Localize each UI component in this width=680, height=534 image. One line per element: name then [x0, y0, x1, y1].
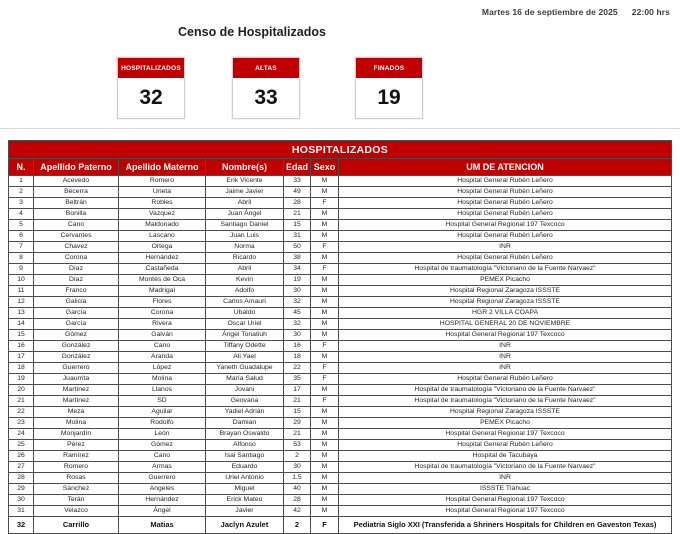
apellido-paterno: Martínez [34, 396, 119, 407]
apellido-paterno: Galicia [34, 297, 119, 308]
nombres: Tiffany Odette [206, 341, 284, 352]
um-de-atencion: INR [339, 473, 672, 484]
apellido-paterno: Gómez [34, 330, 119, 341]
apellido-materno: Robles [119, 198, 206, 209]
um-de-atencion: Hospital General Regional 197 Texcoco [339, 506, 672, 517]
table-row [9, 396, 672, 407]
sexo: M [311, 275, 339, 286]
table-row [9, 451, 672, 462]
apellido-materno: Flores [119, 297, 206, 308]
apellido-materno: Angeles [119, 484, 206, 495]
apellido-paterno: Becerra [34, 187, 119, 198]
nombres: Adolfo [206, 286, 284, 297]
nombres: Oscar Uriel [206, 319, 284, 330]
edad: 15 [284, 220, 311, 231]
apellido-materno: Gómez [119, 440, 206, 451]
row-number: 1 [9, 176, 34, 187]
table-row [9, 484, 672, 495]
um-de-atencion: Hospital de traumatología "Victoriano de la Fuente Narvaez" [339, 264, 672, 275]
table-row [9, 407, 672, 418]
table-row [9, 418, 672, 429]
um-de-atencion: Hospital General Rubén Leñero [339, 209, 672, 220]
table-row [9, 275, 672, 286]
edad: 21 [284, 396, 311, 407]
apellido-materno: Matias [119, 517, 206, 534]
sexo: F [311, 264, 339, 275]
edad: 33 [284, 176, 311, 187]
sexo: M [311, 385, 339, 396]
apellido-materno: Ortega [119, 242, 206, 253]
um-de-atencion: Hospital General Rubén Leñero [339, 253, 672, 264]
row-number: 23 [9, 418, 34, 429]
edad: 21 [284, 209, 311, 220]
row-number: 4 [9, 209, 34, 220]
edad: 53 [284, 440, 311, 451]
sexo: M [311, 231, 339, 242]
sexo: M [311, 506, 339, 517]
apellido-materno: López [119, 363, 206, 374]
nombres: Jaime Javier [206, 187, 284, 198]
page-title: Censo de Hospitalizados [178, 25, 326, 39]
apellido-paterno: Díaz [34, 264, 119, 275]
apellido-paterno: García [34, 308, 119, 319]
col-header-sexo: Sexo [311, 159, 339, 176]
sexo: M [311, 473, 339, 484]
nombres: Javier [206, 506, 284, 517]
row-number: 14 [9, 319, 34, 330]
edad: 30 [284, 462, 311, 473]
apellido-materno: Romero [119, 176, 206, 187]
nombres: Juan Luis [206, 231, 284, 242]
apellido-materno: Aranda [119, 352, 206, 363]
um-de-atencion: HGR 2 VILLA COAPA [339, 308, 672, 319]
report-datetime [482, 7, 670, 17]
table-row [9, 385, 672, 396]
row-number: 12 [9, 297, 34, 308]
apellido-materno: Vazquez [119, 209, 206, 220]
nombres: Abril [206, 264, 284, 275]
apellido-materno: Castañeda [119, 264, 206, 275]
sexo: M [311, 451, 339, 462]
table-row [9, 374, 672, 385]
sexo: M [311, 220, 339, 231]
um-de-atencion: ISSSTE Tláhuac [339, 484, 672, 495]
nombres: Isai Santiago [206, 451, 284, 462]
um-de-atencion: Hospital de traumatología "Victoriano de la Fuente Narvaez" [339, 396, 672, 407]
sexo: M [311, 495, 339, 506]
nombres: Norma [206, 242, 284, 253]
apellido-materno: Guerrero [119, 473, 206, 484]
row-number: 15 [9, 330, 34, 341]
apellido-materno: Lascano [119, 231, 206, 242]
apellido-materno: Llanos [119, 385, 206, 396]
sexo: F [311, 341, 339, 352]
sexo: M [311, 418, 339, 429]
um-de-atencion: Hospital de traumatología "Victoriano de la Fuente Narvaez" [339, 462, 672, 473]
apellido-materno: León [119, 429, 206, 440]
row-number: 16 [9, 341, 34, 352]
um-de-atencion: Hospital General Rubén Leñero [339, 187, 672, 198]
row-number: 7 [9, 242, 34, 253]
row-number: 30 [9, 495, 34, 506]
um-de-atencion: INR [339, 352, 672, 363]
edad: 38 [284, 253, 311, 264]
apellido-paterno: González [34, 352, 119, 363]
nombres: Ali Yael [206, 352, 284, 363]
stat-card-altas [232, 57, 300, 119]
apellido-paterno: Carrillo [34, 517, 119, 534]
apellido-paterno: Cervantes [34, 231, 119, 242]
table-row [9, 297, 672, 308]
um-de-atencion: Hospital General Rubén Leñero [339, 198, 672, 209]
apellido-paterno: Corona [34, 253, 119, 264]
table-row [9, 352, 672, 363]
edad: 31 [284, 231, 311, 242]
sexo: F [311, 396, 339, 407]
apellido-materno: Rivera [119, 319, 206, 330]
nombres: Erik Vicente [206, 176, 284, 187]
edad: 17 [284, 385, 311, 396]
um-de-atencion: HOSPITAL GENERAL 20 DE NOVIEMBRE [339, 319, 672, 330]
apellido-materno: Aguilar [119, 407, 206, 418]
sexo: M [311, 209, 339, 220]
stat-card-value: 19 [377, 86, 401, 109]
table-row [9, 440, 672, 451]
edad: 22 [284, 363, 311, 374]
um-de-atencion: Pediatria Siglo XXI (Transferida a Shriners Hospitals for Children en Gaveston Texas) [339, 517, 672, 534]
sexo: M [311, 286, 339, 297]
apellido-materno: Rodolfo [119, 418, 206, 429]
edad: 35 [284, 374, 311, 385]
um-de-atencion: Hospital General Rubén Leñero [339, 176, 672, 187]
row-number: 13 [9, 308, 34, 319]
apellido-paterno: Velazco [34, 506, 119, 517]
apellido-paterno: Monjardín [34, 429, 119, 440]
apellido-materno: SD [119, 396, 206, 407]
sexo: M [311, 297, 339, 308]
apellido-materno: Armas [119, 462, 206, 473]
apellido-paterno: Bonilla [34, 209, 119, 220]
nombres: Brayan Oswaldo [206, 429, 284, 440]
table-row [9, 429, 672, 440]
sexo: F [311, 363, 339, 374]
apellido-paterno: Chavez [34, 242, 119, 253]
sexo: F [311, 517, 339, 534]
apellido-materno: Hernández [119, 253, 206, 264]
row-number: 24 [9, 429, 34, 440]
apellido-materno: Maldonado [119, 220, 206, 231]
row-number: 29 [9, 484, 34, 495]
sexo: F [311, 374, 339, 385]
edad: 50 [284, 242, 311, 253]
nombres: Carlos Amauri [206, 297, 284, 308]
apellido-paterno: Pérez [34, 440, 119, 451]
table-row [9, 363, 672, 374]
edad: 16 [284, 341, 311, 352]
edad: 32 [284, 297, 311, 308]
table-row [9, 231, 672, 242]
hospitalized-table [8, 140, 672, 534]
um-de-atencion: Hospital de traumatología "Victoriano de la Fuente Narvaez" [339, 385, 672, 396]
apellido-materno: Galván [119, 330, 206, 341]
nombres: Yadiel Adrián [206, 407, 284, 418]
nombres: Ricardo [206, 253, 284, 264]
um-de-atencion: INR [339, 341, 672, 352]
table-row [9, 341, 672, 352]
stat-card-finados [355, 57, 423, 119]
um-de-atencion: Hospital General Rubén Leñero [339, 374, 672, 385]
sexo: M [311, 319, 339, 330]
edad: 32 [284, 319, 311, 330]
nombres: Kevin [206, 275, 284, 286]
table-row [9, 187, 672, 198]
table-row [9, 198, 672, 209]
edad: 40 [284, 484, 311, 495]
apellido-materno: Cano [119, 341, 206, 352]
apellido-materno: Madrigal [119, 286, 206, 297]
table-row [9, 286, 672, 297]
table-row [9, 176, 672, 187]
apellido-paterno: Acevedo [34, 176, 119, 187]
nombres: Geovana [206, 396, 284, 407]
nombres: María Salud [206, 374, 284, 385]
sexo: F [311, 198, 339, 209]
um-de-atencion: Hospital General Regional 197 Texcoco [339, 495, 672, 506]
apellido-materno: Urieta [119, 187, 206, 198]
um-de-atencion: Hospital Regional Zaragoza ISSSTE [339, 297, 672, 308]
table-row [9, 495, 672, 506]
row-number: 11 [9, 286, 34, 297]
table-title: HOSPITALIZADOS [9, 141, 672, 159]
stat-card-label: FINADOS [356, 58, 422, 78]
row-number: 9 [9, 264, 34, 275]
nombres: Ángel Tonatiuh [206, 330, 284, 341]
col-header-n: N. [9, 159, 34, 176]
row-number: 17 [9, 352, 34, 363]
row-number: 19 [9, 374, 34, 385]
table-header-row [9, 159, 672, 176]
row-number: 22 [9, 407, 34, 418]
table-title-row [9, 141, 672, 159]
nombres: Ubaldo [206, 308, 284, 319]
apellido-paterno: Romero [34, 462, 119, 473]
apellido-materno: Cano [119, 451, 206, 462]
row-number: 32 [9, 517, 34, 534]
stat-cards [0, 57, 680, 119]
nombres: Abril [206, 198, 284, 209]
section-divider [0, 128, 680, 129]
table-row [9, 506, 672, 517]
apellido-paterno: Martínez [34, 385, 119, 396]
apellido-paterno: Guerrero [34, 363, 119, 374]
um-de-atencion: Hospital Regional Zaragoza ISSSTE [339, 407, 672, 418]
table-row [9, 253, 672, 264]
nombres: Erick Mateo [206, 495, 284, 506]
edad: 2 [284, 451, 311, 462]
table-row [9, 473, 672, 484]
sexo: M [311, 484, 339, 495]
apellido-paterno: Juaurrita [34, 374, 119, 385]
row-number: 6 [9, 231, 34, 242]
apellido-paterno: Terán [34, 495, 119, 506]
sexo: M [311, 330, 339, 341]
row-number: 5 [9, 220, 34, 231]
edad: 28 [284, 495, 311, 506]
table-row [9, 308, 672, 319]
apellido-paterno: García [34, 319, 119, 330]
row-number: 31 [9, 506, 34, 517]
table-row [9, 462, 672, 473]
row-number: 21 [9, 396, 34, 407]
table-row [9, 209, 672, 220]
sexo: M [311, 462, 339, 473]
apellido-paterno: Rosas [34, 473, 119, 484]
apellido-materno: Hernández [119, 495, 206, 506]
um-de-atencion: Hospital de Tacubaya [339, 451, 672, 462]
nombres: Jaclyn Azulet [206, 517, 284, 534]
sexo: F [311, 242, 339, 253]
um-de-atencion: Hospital General Regional 197 Texcoco [339, 220, 672, 231]
table-row [9, 517, 672, 534]
um-de-atencion: INR [339, 242, 672, 253]
nombres: Santiago Daniel [206, 220, 284, 231]
table-row [9, 242, 672, 253]
um-de-atencion: PEMEX Picacho [339, 418, 672, 429]
um-de-atencion: INR [339, 363, 672, 374]
sexo: M [311, 440, 339, 451]
edad: 45 [284, 308, 311, 319]
sexo: M [311, 253, 339, 264]
apellido-paterno: Cano [34, 220, 119, 231]
apellido-paterno: Franco [34, 286, 119, 297]
row-number: 25 [9, 440, 34, 451]
apellido-paterno: Díaz [34, 275, 119, 286]
table-body [9, 176, 672, 534]
edad: 49 [284, 187, 311, 198]
row-number: 2 [9, 187, 34, 198]
nombres: Juan Ángel [206, 209, 284, 220]
um-de-atencion: Hospital Regional Zaragoza ISSSTE [339, 286, 672, 297]
apellido-paterno: Ramírez [34, 451, 119, 462]
table-row [9, 330, 672, 341]
col-header-um-de-atencion: UM DE ATENCION [339, 159, 672, 176]
row-number: 20 [9, 385, 34, 396]
stat-card-value: 32 [139, 86, 163, 109]
apellido-materno: Montés de Oca [119, 275, 206, 286]
sexo: M [311, 176, 339, 187]
stat-card-hospitalizados [117, 57, 185, 119]
sexo: M [311, 407, 339, 418]
um-de-atencion: Hospital General Rubén Leñero [339, 440, 672, 451]
sexo: M [311, 308, 339, 319]
edad: 18 [284, 352, 311, 363]
sexo: M [311, 352, 339, 363]
row-number: 10 [9, 275, 34, 286]
um-de-atencion: Hospital General Rubén Leñero [339, 231, 672, 242]
report-date: Martes 16 de septiembre de 2025 [481, 7, 618, 17]
col-header-apellido-materno: Apellido Materno [119, 159, 206, 176]
stat-card-label: HOSPITALIZADOS [118, 58, 184, 78]
um-de-atencion: Hospital General Regional 197 Texcoco [339, 330, 672, 341]
report-time: 22:00 hrs [631, 7, 670, 17]
table-row [9, 319, 672, 330]
edad: 2 [284, 517, 311, 534]
sexo: M [311, 429, 339, 440]
edad: 34 [284, 264, 311, 275]
edad: 15 [284, 407, 311, 418]
edad: 1.5 [284, 473, 311, 484]
apellido-paterno: González [34, 341, 119, 352]
apellido-paterno: Meza [34, 407, 119, 418]
col-header-edad: Edad [284, 159, 311, 176]
row-number: 3 [9, 198, 34, 209]
row-number: 27 [9, 462, 34, 473]
apellido-materno: Corona [119, 308, 206, 319]
nombres: Miguel [206, 484, 284, 495]
edad: 19 [284, 275, 311, 286]
nombres: Yaneth Guadalupe [206, 363, 284, 374]
row-number: 18 [9, 363, 34, 374]
edad: 30 [284, 286, 311, 297]
um-de-atencion: PEMEX Picacho [339, 275, 672, 286]
nombres: Alfonso [206, 440, 284, 451]
edad: 29 [284, 418, 311, 429]
apellido-paterno: Molina [34, 418, 119, 429]
nombres: Uriel Antonio [206, 473, 284, 484]
nombres: Eduardo [206, 462, 284, 473]
edad: 28 [284, 198, 311, 209]
col-header-nombres: Nombre(s) [206, 159, 284, 176]
row-number: 28 [9, 473, 34, 484]
table-row [9, 264, 672, 275]
stat-card-label: ALTAS [233, 58, 299, 78]
nombres: Damian [206, 418, 284, 429]
apellido-materno: Ángel [119, 506, 206, 517]
edad: 30 [284, 330, 311, 341]
apellido-materno: Molina [119, 374, 206, 385]
stat-card-value: 33 [254, 86, 278, 109]
um-de-atencion: Hospital General Regional 197 Texcoco [339, 429, 672, 440]
edad: 21 [284, 429, 311, 440]
apellido-paterno: Beltrán [34, 198, 119, 209]
sexo: M [311, 187, 339, 198]
nombres: Jovani [206, 385, 284, 396]
row-number: 26 [9, 451, 34, 462]
table-row [9, 220, 672, 231]
apellido-paterno: Sánchez [34, 484, 119, 495]
edad: 42 [284, 506, 311, 517]
row-number: 8 [9, 253, 34, 264]
col-header-apellido-paterno: Apellido Paterno [34, 159, 119, 176]
